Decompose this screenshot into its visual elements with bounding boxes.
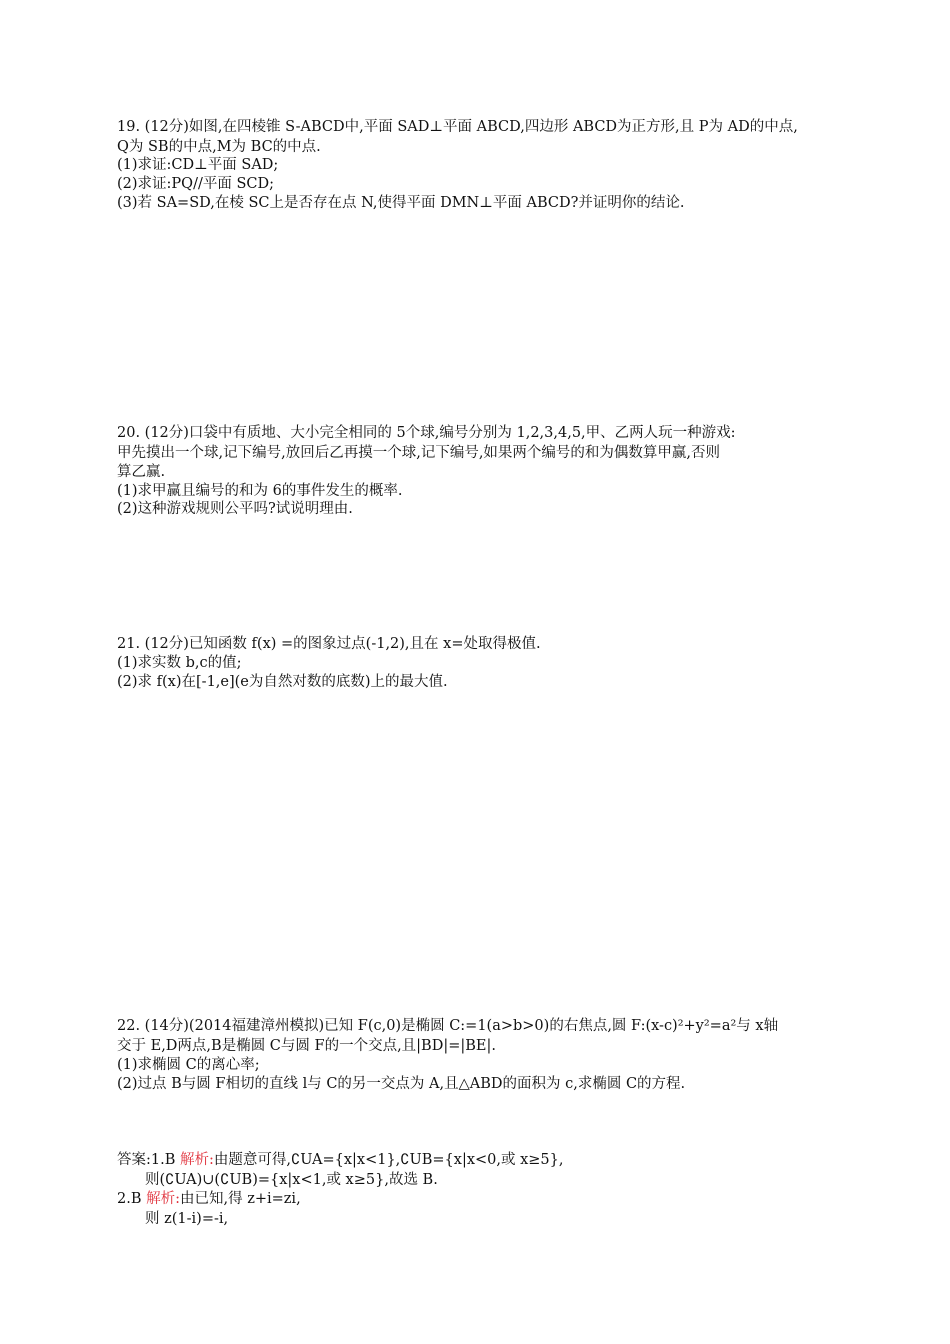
answer-2-prefix: 2.B [117, 1191, 142, 1207]
q19-line-4: (2)求证:PQ//平面 SCD; [117, 176, 274, 192]
answer-1-text: 由题意可得,∁UA={x|x<1},∁UB={x|x<0,或 x≥5}, [213, 1152, 564, 1168]
q19-line-3: (1)求证:CD⊥平面 SAD; [117, 157, 279, 173]
q20-line-1: 20. (12分)口袋中有质地、大小完全相同的 5个球,编号分别为 1,2,3,4,5,甲、乙两人玩一种游戏: [117, 425, 736, 441]
q19-line-1: 19. (12分)如图,在四棱锥 S-ABCD中,平面 SAD⊥平面 ABCD,四边形 ABCD为正方形,且 P为 AD的中点, [117, 119, 798, 135]
answer-2-analysis-label: 解析: [146, 1191, 180, 1207]
q20-line-2: 甲先摸出一个球,记下编号,放回后乙再摸一个球,记下编号,如果两个编号的和为偶数算甲赢,否则 [117, 445, 721, 461]
answer-1 [117, 1150, 564, 1170]
q20-line-4: (1)求甲赢且编号的和为 6的事件发生的概率. [117, 483, 403, 499]
q20-line-5: (2)这种游戏规则公平吗?试说明理由. [117, 501, 353, 517]
q19-line-2: Q为 SB的中点,M为 BC的中点. [117, 139, 321, 155]
q20-line-3: 算乙赢. [117, 464, 166, 480]
q19-line-5: (3)若 SA=SD,在棱 SC上是否存在点 N,使得平面 DMN⊥平面 ABCD?并证明你的结论. [117, 195, 685, 211]
answer-1-line-2: 则(∁UA)∪(∁UB)={x|x<1,或 x≥5},故选 B. [145, 1172, 438, 1188]
q22-line-1: 22. (14分)(2014福建漳州模拟)已知 F(c,0)是椭圆 C:=1(a>b>0)的右焦点,圆 F:(x-c)²+y²=a²与 x轴 [117, 1018, 779, 1034]
answer-2-text: 由已知,得 z+i=zi, [180, 1191, 301, 1207]
q21-line-2: (1)求实数 b,c的值; [117, 655, 242, 671]
answer-2-line-2: 则 z(1-i)=-i, [145, 1211, 229, 1227]
answer-2 [117, 1189, 301, 1209]
q21-line-1: 21. (12分)已知函数 f(x) =的图象过点(-1,2),且在 x=处取得极值. [117, 636, 541, 652]
q22-line-2: 交于 E,D两点,B是椭圆 C与圆 F的一个交点,且|BD|=|BE|. [117, 1038, 496, 1054]
q22-line-4: (2)过点 B与圆 F相切的直线 l与 C的另一交点为 A,且△ABD的面积为 c,求椭圆 C的方程. [117, 1076, 686, 1092]
q22-line-3: (1)求椭圆 C的离心率; [117, 1057, 260, 1073]
answer-1-prefix: 答案:1.B [117, 1152, 176, 1168]
answer-1-analysis-label: 解析: [180, 1152, 214, 1168]
q21-line-3: (2)求 f(x)在[-1,e](e为自然对数的底数)上的最大值. [117, 674, 448, 690]
